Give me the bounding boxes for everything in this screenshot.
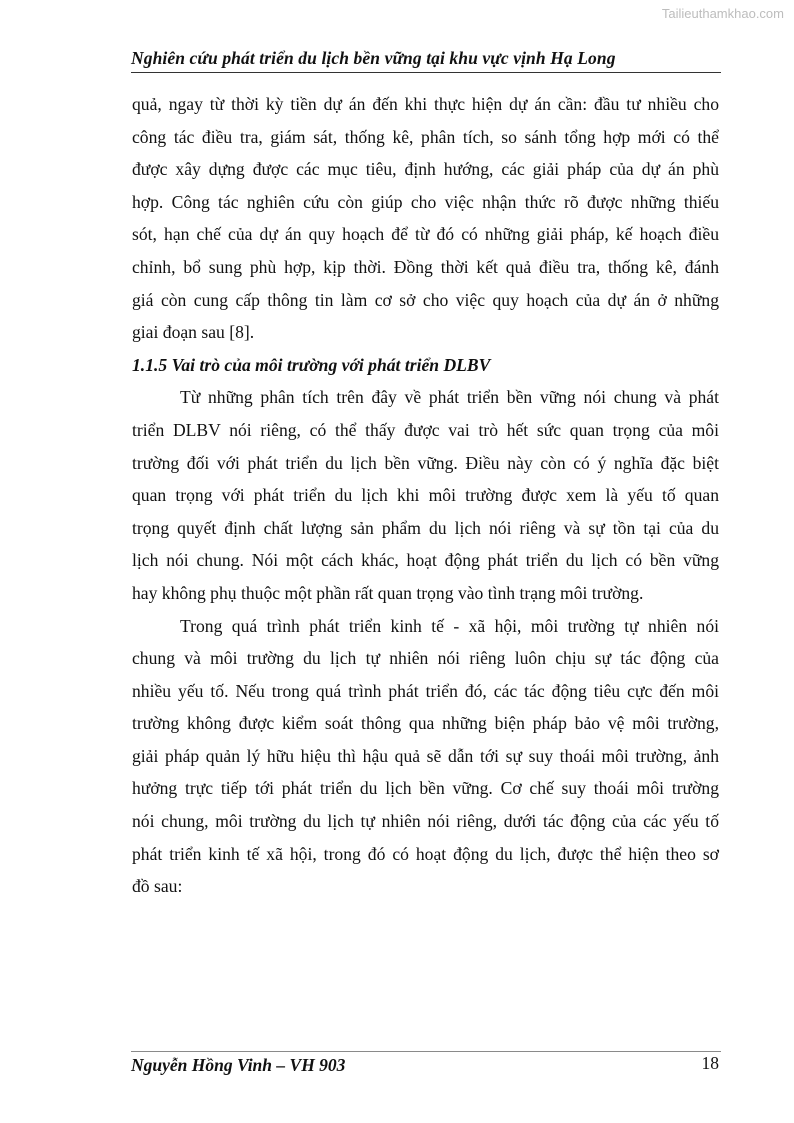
text-line: hợp. Công tác nghiên cứu còn giúp cho việc nhận thức rõ được những thiếu: [132, 191, 719, 212]
header-title: Nghiên cứu phát triển du lịch bền vững tại khu vực vịnh Hạ Long: [131, 48, 616, 68]
paragraph-3: [132, 610, 719, 903]
text-line: sót, hạn chế của dự án quy hoạch để từ đó có những giải pháp, kế hoạch điều: [132, 224, 719, 245]
text-line: Trong quá trình phát triển kinh tế - xã hội, môi trường tự nhiên nói: [180, 615, 719, 636]
page-header: [131, 48, 721, 73]
text-line: giai đoạn sau [8].: [132, 322, 255, 343]
page-footer: [131, 1051, 721, 1075]
text-line: hưởng trực tiếp tới phát triển du lịch bền vững. Cơ chế suy thoái môi trường: [132, 778, 719, 799]
text-line: chỉnh, bổ sung phù hợp, kịp thời. Đồng thời kết quả điều tra, thống kê, đánh: [132, 256, 719, 277]
paragraph-1: [132, 88, 719, 349]
document-body: [132, 88, 719, 903]
text-line: hay không phụ thuộc một phần rất quan trọng vào tình trạng môi trường.: [132, 582, 644, 603]
footer-author: Nguyễn Hồng Vinh – VH 903: [131, 1055, 346, 1075]
text-line: nhiều yếu tố. Nếu trong quá trình phát triển đó, các tác động tiêu cực đến môi: [132, 680, 719, 701]
text-line: chung và môi trường du lịch tự nhiên nói riêng luôn chịu sự tác động của: [132, 648, 719, 669]
text-line: phát triển kinh tế xã hội, trong đó có hoạt động du lịch, được thể hiện theo sơ: [132, 843, 719, 864]
watermark: Tailieuthamkhao.com: [661, 6, 784, 21]
text-line: trường không được kiểm soát thông qua những biện pháp bảo vệ môi trường,: [132, 713, 719, 734]
text-line: giải pháp quản lý hữu hiệu thì hậu quả sẽ dẫn tới sự suy thoái môi trường, ảnh: [132, 745, 719, 766]
text-line: Từ những phân tích trên đây về phát triển bền vững nói chung và phát: [180, 387, 719, 408]
text-line: đồ sau:: [132, 876, 183, 897]
paragraph-2: [132, 381, 719, 609]
text-line: nói chung, môi trường du lịch tự nhiên nói riêng, dưới tác động của các yếu tố: [132, 811, 719, 832]
text-line: công tác điều tra, giám sát, thống kê, phân tích, so sánh tổng hợp mới có thể: [132, 126, 719, 147]
text-line: quả, ngay từ thời kỳ tiền dự án đến khi thực hiện dự án cần: đầu tư nhiều cho: [132, 94, 719, 114]
page-number: 18: [701, 1053, 719, 1073]
text-line: triển DLBV nói riêng, có thể thấy được vai trò hết sức quan trọng của môi: [132, 419, 719, 440]
text-line: lịch nói chung. Nói một cách khác, hoạt động phát triển du lịch có bền vững: [132, 550, 719, 571]
text-line: trọng quyết định chất lượng sản phẩm du lịch nói riêng và sự tồn tại của du: [132, 517, 719, 538]
text-line: được xây dựng được các mục tiêu, định hướng, các giải pháp của dự án phù: [132, 159, 719, 180]
text-line: quan trọng với phát triển du lịch khi môi trường được xem là yếu tố quan: [132, 485, 719, 506]
text-line: giá còn cung cấp thông tin làm cơ sở cho việc quy hoạch của dự án ở những: [132, 289, 719, 310]
section-heading: 1.1.5 Vai trò của môi trường với phát triển DLBV: [132, 354, 491, 375]
text-line: trường đối với phát triển du lịch bền vững. Điều này còn có ý nghĩa đặc biệt: [132, 452, 719, 473]
